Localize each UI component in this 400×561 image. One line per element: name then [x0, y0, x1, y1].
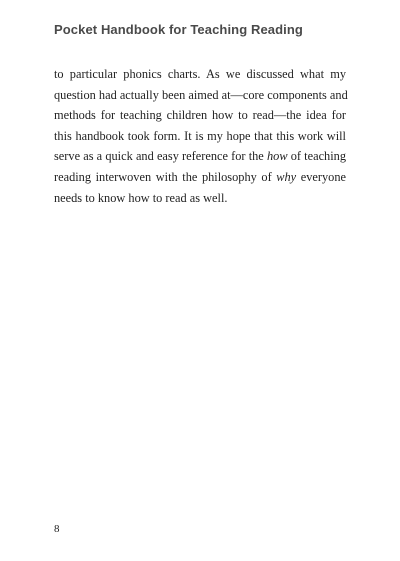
text-line: question had actually been aimed at—core components and: [54, 87, 348, 102]
text-line: this handbook took form. It is my hope that this work will: [54, 128, 346, 143]
body-paragraph: [54, 64, 346, 208]
text-line: serve as a quick and easy reference for the how of teaching: [54, 149, 346, 164]
text-line: to particular phonics charts. As we discussed what my: [54, 67, 346, 81]
text-line-last: needs to know how to read as well.: [54, 190, 228, 205]
text-line: methods for teaching children how to read—the idea for: [54, 108, 346, 123]
running-head: Pocket Handbook for Teaching Reading: [54, 22, 303, 37]
page-number: 8: [54, 523, 60, 535]
emphasis-how: how: [266, 149, 288, 164]
emphasis-why: why: [276, 169, 297, 184]
text-line: reading interwoven with the philosophy of why everyone: [54, 169, 346, 184]
